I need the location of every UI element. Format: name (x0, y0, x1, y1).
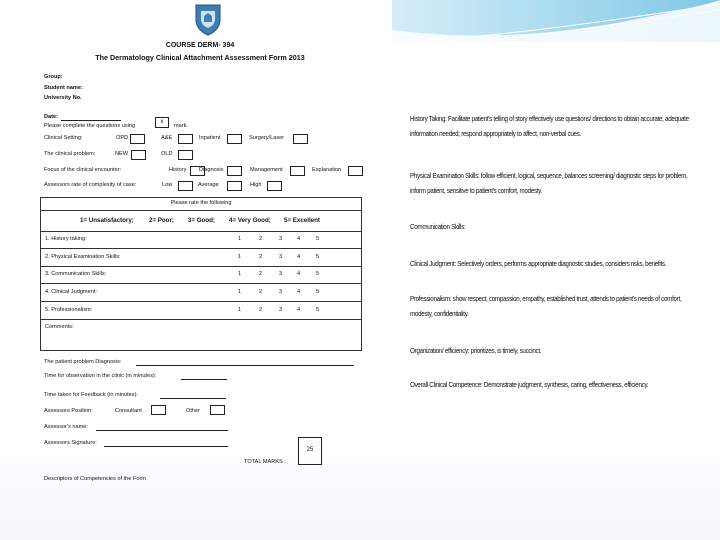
setting-option-surgery: Surgery/Laser (249, 135, 285, 141)
descriptors-heading: Descriptors of Competencies of the Form (44, 476, 146, 482)
complexity-option-average: Average (198, 182, 219, 188)
scale-number: 3 (279, 236, 283, 242)
scale-number: 2 (259, 254, 263, 260)
group-label: Group: (44, 74, 63, 80)
descriptor-history-taking-cont: information needed; respond appropriately to affect, non-verbal cues. (410, 129, 581, 138)
scale-number: 1 (238, 271, 242, 277)
focus-management-checkbox (290, 166, 305, 176)
scale-number: 4 (297, 271, 301, 277)
comments-label: Comments: (45, 324, 74, 330)
observation-underline (181, 379, 227, 380)
descriptor-clinical-judgment: Clinical Judgment: Selectively orders, performs appropriate diagnostic studies, considers risks, benefits. (410, 259, 667, 268)
problem-option-old: OLD (161, 151, 173, 157)
scale-number: 3 (279, 307, 283, 313)
descriptor-professionalism: Professionalism: show respect, compassion, empathy, established trust, attends to patient's needs of comfort, (410, 294, 682, 303)
scale-number: 4 (297, 254, 301, 260)
focus-option-diagnosis: Diagnosis (199, 167, 224, 173)
position-option-other: Other (186, 408, 200, 414)
setting-inpatient-checkbox (227, 134, 242, 144)
clinical-setting-label: Clinical Setting: (44, 135, 83, 141)
scale-legend-2: 2= Poor; (149, 217, 174, 224)
descriptor-communication: Communication Skills: (410, 222, 466, 231)
scale-number: 1 (238, 307, 242, 313)
rating-item-4: 4. Clinical Judgment: (45, 289, 97, 295)
feedback-time-label: Time taken for Feedback (in minutes): (44, 392, 138, 398)
position-consultant-checkbox (151, 405, 166, 415)
date-underline (61, 120, 121, 121)
focus-diagnosis-checkbox (227, 166, 242, 176)
setting-opd-checkbox (130, 134, 145, 144)
blue-wave-decoration (392, 0, 720, 42)
complexity-low-checkbox (178, 181, 193, 191)
setting-option-ae: A&E (161, 135, 173, 141)
assessor-signature-underline (104, 446, 228, 447)
scale-number: 5 (316, 271, 320, 277)
scale-number: 1 (238, 289, 242, 295)
scale-number: 5 (316, 307, 320, 313)
complexity-option-high: High (250, 182, 262, 188)
competency-descriptors-panel (392, 42, 708, 440)
observation-time-label: Time for observation in the clinic (in minutes): (44, 373, 157, 379)
clinical-problem-label: The clinical problem: (44, 151, 96, 157)
rating-item-3: 3. Communication Skills: (45, 271, 107, 277)
scale-legend-3: 3= Good; (188, 217, 215, 224)
scale-legend-5: 5= Excellent (284, 217, 320, 224)
instructions-text: Please complete the questions using (44, 123, 136, 129)
complexity-high-checkbox (267, 181, 282, 191)
rate-header: Please rate the following (170, 200, 232, 206)
setting-option-inpatient: Inpatient (199, 135, 221, 141)
setting-surgery-checkbox (293, 134, 308, 144)
rating-item-5: 5. Professionalism: (45, 307, 93, 313)
scale-legend-4: 4= Very Good; (229, 217, 271, 224)
date-label: Date: (44, 114, 58, 120)
student-name-label: Student name: (44, 85, 83, 91)
focus-label: Focus of the clinical encounter: (44, 167, 122, 173)
descriptor-physical-exam: Physical Examination Skills: follow efficient, logical, sequence, balances screening/ diagnostic steps for problem, (410, 171, 688, 180)
problem-new-checkbox (131, 150, 146, 160)
scale-number: 3 (279, 289, 283, 295)
course-code: COURSE DERM- 394 (165, 42, 235, 49)
problem-old-checkbox (178, 150, 193, 160)
complexity-option-low: Low (162, 182, 173, 188)
position-other-checkbox (210, 405, 225, 415)
total-marks-box: 25 (298, 437, 322, 465)
scale-number: 4 (297, 236, 301, 242)
scale-number: 1 (238, 254, 242, 260)
scale-number: 3 (279, 254, 283, 260)
complexity-average-checkbox (227, 181, 242, 191)
descriptor-history-taking: History Taking: Facilitate patient's telling of story effectively use questions/ directions to obtain accurate, adequate (410, 114, 689, 123)
diagnosis-label: The patient problem Diagnosis: (44, 359, 122, 365)
descriptor-professionalism-cont: modesty, confidentiality. (410, 309, 469, 318)
scale-legend-1: 1= Unsatisfactory; (80, 217, 134, 224)
rating-table (40, 197, 362, 351)
university-crest-logo (193, 2, 223, 36)
assessor-name-label: Assessor's name: (44, 424, 88, 430)
scale-number: 2 (259, 289, 263, 295)
assessor-position-label: Assessors Position: (44, 408, 93, 414)
scale-number: 1 (238, 236, 242, 242)
instructions-end: mark. (174, 123, 188, 129)
scale-number: 4 (297, 307, 301, 313)
university-no-label: University No. (44, 95, 82, 101)
rating-item-2: 2. Physical Examination Skills: (45, 254, 121, 260)
complexity-label: Assessors rate of complexity of case: (44, 182, 137, 188)
form-title: The Dermatology Clinical Attachment Assessment Form 2013 (95, 53, 305, 62)
scale-number: 5 (316, 254, 320, 260)
descriptor-overall-competence: Overall Clinical Competence: Demonstrate judgment, synthesis, caring, effectiveness, efficiency. (410, 380, 649, 389)
scale-number: 3 (279, 271, 283, 277)
focus-option-explanation: Explanation (312, 167, 342, 173)
assessor-name-underline (96, 430, 228, 431)
descriptor-physical-exam-cont: inform patient, sensitive to patient's comfort, modesty. (410, 186, 543, 195)
assessor-signature-label: Assessors Signature: (44, 440, 97, 446)
focus-option-history: History (169, 167, 187, 173)
scale-number: 5 (316, 289, 320, 295)
assessment-form-image (30, 0, 370, 500)
x-mark-box: x (155, 117, 169, 128)
position-option-consultant: Consultant (115, 408, 142, 414)
scale-number: 2 (259, 271, 263, 277)
problem-option-new: NEW (115, 151, 129, 157)
focus-explanation-checkbox (348, 166, 363, 176)
scale-number: 5 (316, 236, 320, 242)
feedback-underline (160, 398, 226, 399)
focus-option-management: Management (250, 167, 283, 173)
scale-number: 2 (259, 236, 263, 242)
total-marks-label: TOTAL MARKS : (244, 459, 286, 465)
setting-ae-checkbox (178, 134, 193, 144)
rating-item-1: 1. History taking: (45, 236, 87, 242)
scale-number: 4 (297, 289, 301, 295)
diagnosis-underline (136, 365, 354, 366)
setting-option-opd: OPD (116, 135, 129, 141)
scale-number: 2 (259, 307, 263, 313)
descriptor-organization: Organization/ efficiency: prioritizes, is timely, succinct. (410, 346, 542, 355)
